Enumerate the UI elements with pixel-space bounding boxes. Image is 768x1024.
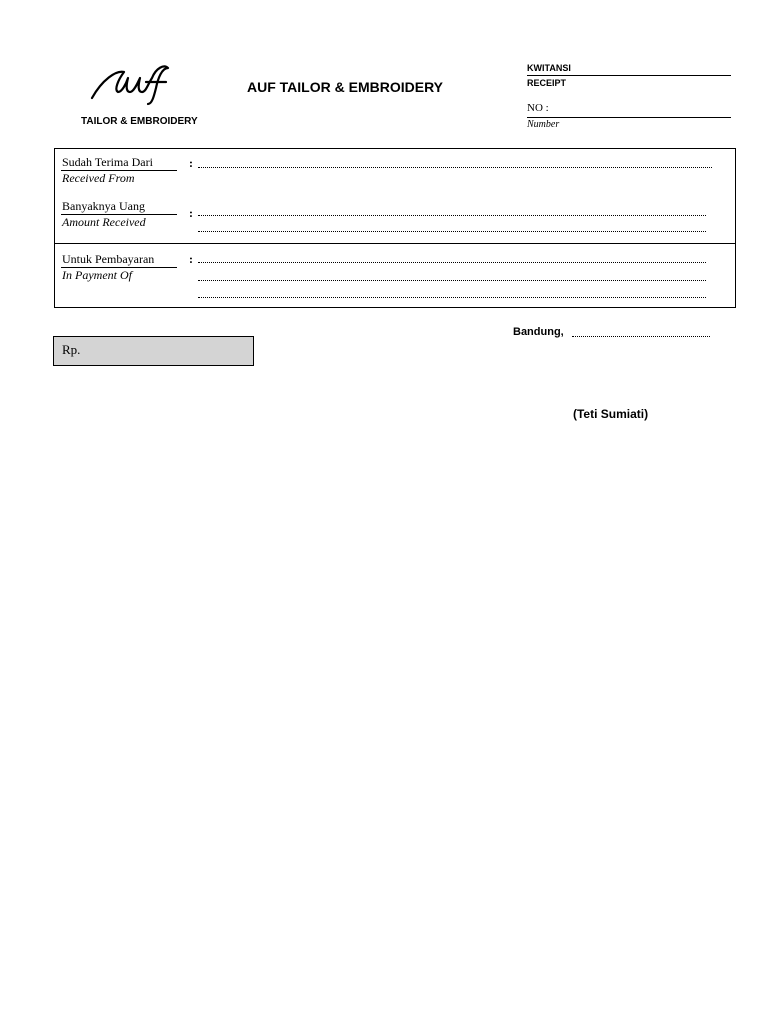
received-from-colon: : [189, 156, 193, 170]
city-label: Bandung, [513, 326, 564, 338]
receipt-form-box [54, 148, 736, 308]
receipt-title: KWITANSI [527, 63, 571, 73]
received-from-label: Sudah Terima Dari [62, 155, 153, 169]
receipt-title-rule [527, 75, 731, 76]
form-divider [54, 243, 736, 244]
payment-for-label-en: In Payment Of [62, 268, 132, 282]
amount-received-label-en: Amount Received [62, 215, 146, 229]
received-from-label-en: Received From [62, 171, 135, 185]
logo-subtitle: TAILOR & EMBROIDERY [81, 116, 198, 127]
payment-for-field-line-2[interactable] [198, 280, 706, 281]
received-from-field[interactable] [198, 167, 712, 168]
payment-for-field-line-1[interactable] [198, 262, 706, 263]
amount-currency-label: Rp. [62, 342, 81, 357]
company-logo [88, 62, 174, 106]
signer-name: (Teti Sumiati) [573, 407, 649, 421]
amount-received-field-line-2[interactable] [198, 231, 706, 232]
amount-received-colon: : [189, 206, 193, 220]
amount-box[interactable] [53, 336, 254, 366]
receipt-number-label-en: Number [527, 119, 560, 130]
date-field[interactable] [572, 336, 710, 337]
payment-for-field-line-3[interactable] [198, 297, 706, 298]
amount-received-label: Banyaknya Uang [62, 199, 145, 213]
receipt-title-en: RECEIPT [527, 78, 567, 88]
receipt-number-label: NO : [527, 102, 549, 114]
company-name: AUF TAILOR & EMBROIDERY [247, 79, 443, 95]
payment-for-label: Untuk Pembayaran [62, 252, 155, 266]
payment-for-colon: : [189, 252, 193, 266]
receipt-number-field[interactable] [527, 117, 731, 118]
amount-received-field-line-1[interactable] [198, 215, 706, 216]
